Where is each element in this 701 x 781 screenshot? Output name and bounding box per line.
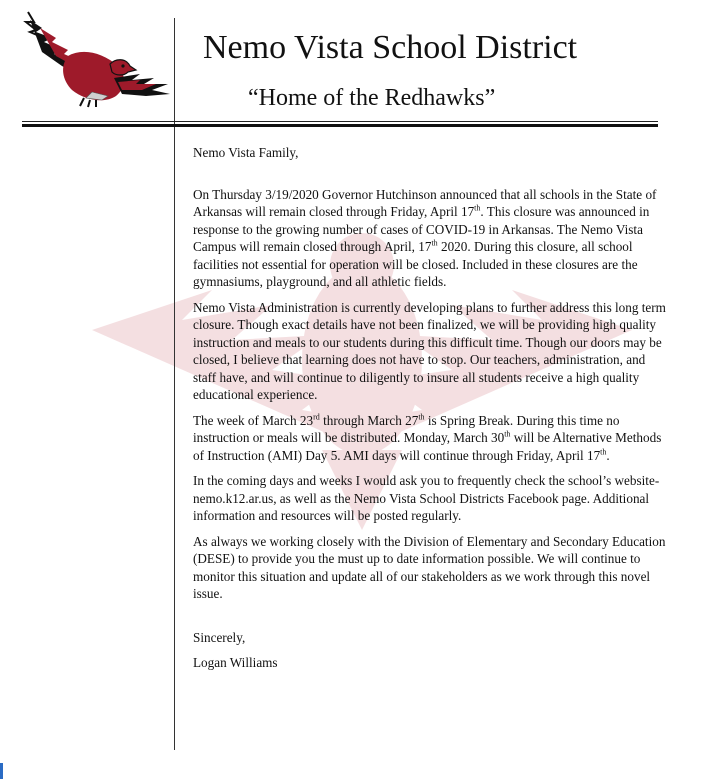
district-title: Nemo Vista School District: [203, 29, 578, 66]
letter-paragraph-plans: Nemo Vista Administration is currently developing plans to further address this long term closure. Though exact details have not been finalized, we will be providing high quality instruction and meals to our students during this difficult time. Though our doors may be closed, I believe that learning does not have to stop. Our teachers, administration, and staff have, and will continue to diligently to insure all students receive a high quality educational experience.: [193, 299, 666, 402]
text-cursor: [0, 763, 3, 779]
p1-text-c: 2020. During this closure, all school facilities not essential for operation will be closed. Included in these closures are the gymnasiums, playground, and all athletic fields.: [193, 239, 638, 289]
p3-text-d: will be Alternative Methods of Instruction (AMI) Day 5. AMI days will continue through Friday, April 17: [193, 430, 662, 463]
p1-text-b: . This closure was announced in response to the growing number of cases of COVID-19 in Arkansas. The Nemo Vista Campus will remain closed through April, 17: [193, 204, 650, 254]
p3-text-e: .: [606, 447, 610, 463]
p3-sup-c: th: [504, 429, 511, 439]
header-divider-vertical: [174, 18, 175, 750]
letter-paragraph-website: In the coming days and weeks I would ask you to frequently check the school’s website- nemo.k12.ar.us, as well as the Nemo Vista School Districts Facebook page. Additional information and resources will be posted regularly.: [193, 473, 660, 523]
p3-text-b: through March 27: [319, 412, 419, 428]
p3-text-c: is Spring Break. During this time no instruction or meals will be distributed. Monday, March 30: [193, 412, 620, 445]
p3-text-a: The week of March 23: [193, 412, 314, 428]
letter-signature: Logan Williams: [193, 655, 278, 670]
p3-sup-a: rd: [313, 412, 320, 422]
letter-paragraph-closure: [193, 186, 668, 291]
letter-body: [193, 144, 668, 672]
p3-sup-d: th: [600, 447, 607, 457]
p3-sup-b: th: [418, 412, 425, 422]
p1-sup-a: th: [474, 203, 481, 213]
header-rule-thin: [22, 121, 658, 122]
district-motto: “Home of the Redhawks”: [248, 85, 496, 111]
redhawk-logo: [22, 8, 172, 108]
letter-greeting: Nemo Vista Family,: [193, 145, 299, 160]
p1-sup-b: th: [431, 238, 438, 248]
letter-paragraph-dese: As always we working closely with the Division of Elementary and Secondary Education (DESE) to provide you the must up to date information possible. We will continue to monitor this situation and update all of our stakeholders as we work through this novel issue.: [193, 533, 666, 601]
header-rule-thick: [22, 124, 658, 127]
letter-paragraph-spring-break: [193, 412, 668, 465]
p1-text-a: On Thursday 3/19/2020 Governor Hutchinson announced that all schools in the State of Arkansas will remain closed through Friday, April 17: [193, 186, 657, 219]
letter-closing: Sincerely,: [193, 629, 246, 645]
